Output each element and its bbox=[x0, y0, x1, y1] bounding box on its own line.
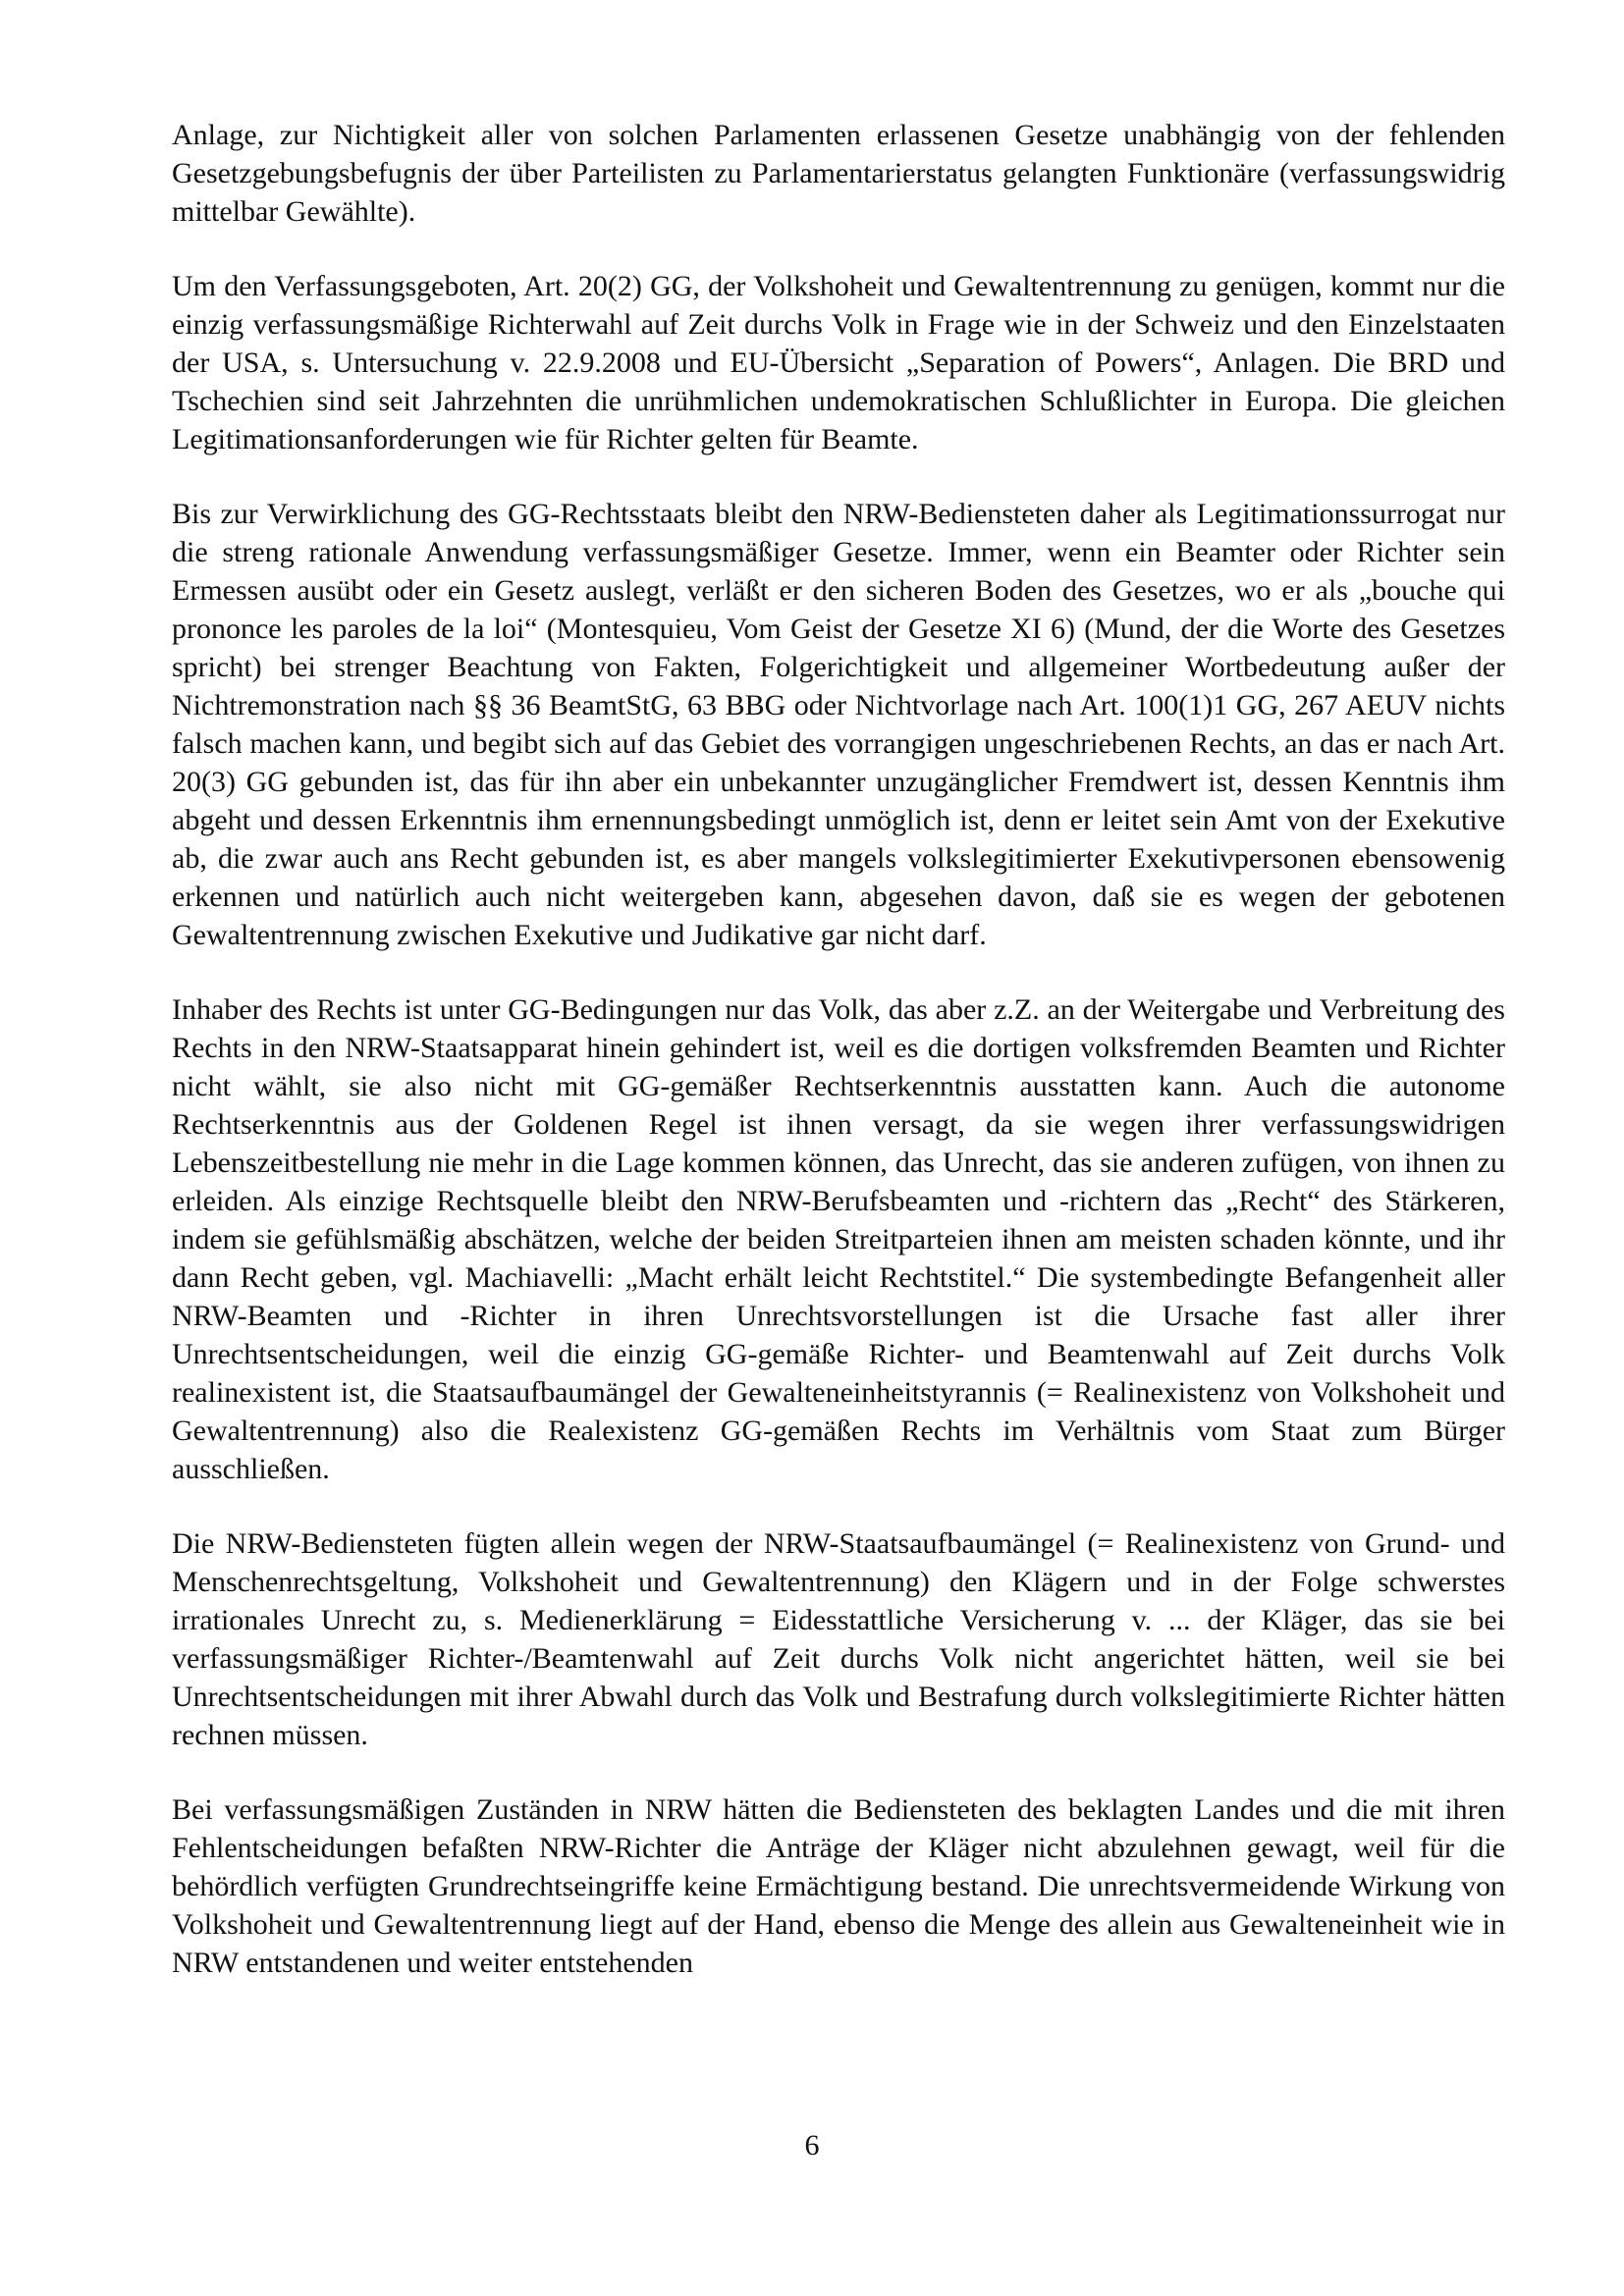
paragraph-5: Die NRW-Bediensteten fügten allein wegen der NRW-Staatsaufbaumängel (= Realinexistenz von Grund- und Menschenrechtsgeltung, Volkshoheit und Gewaltentrennung) den Klägern und in der Folge schwerstes irrationales Unrecht zu, s. Medienerklärung = Eidesstattliche Versicherung v. ... der Kläger, das sie bei verfassungsmäßiger Richter-/Beamtenwahl auf Zeit durchs Volk nicht angerichtet hätten, weil sie bei Unrechtsentscheidungen mit ihrer Abwahl durch das Volk und Bestrafung durch volkslegitimierte Richter hätten rechnen müssen. bbox=[172, 1527, 1505, 1751]
paragraph-2: Um den Verfassungsgeboten, Art. 20(2) GG, der Volkshoheit und Gewaltentrennung zu genügen, kommt nur die einzig verfassungsmäßige Richterwahl auf Zeit durchs Volk in Frage wie in der Schweiz und den Einzelstaaten der USA, s. Untersuchung v. 22.9.2008 und EU-Übersicht „Separation of Powers“, Anlagen. Die BRD und Tschechien sind seit Jahrzehnten die unrühmlichen undemokratischen Schlußlichter in Europa. Die gleichen Legitimationsanforderungen wie für Richter gelten für Beamte. bbox=[172, 270, 1505, 455]
paragraph-3: Bis zur Verwirklichung des GG-Rechtsstaats bleibt den NRW-Bediensteten daher als Legitimationssurrogat nur die streng rationale Anwendung verfassungsmäßiger Gesetze. Immer, wenn ein Beamter oder Richter sein Ermessen ausübt oder ein Gesetz auslegt, verläßt er den sicheren Boden des Gesetzes, wo er als „bouche qui prononce les paroles de la loi“ (Montesquieu, Vom Geist der Gesetze XI 6) (Mund, der die Worte des Gesetzes spricht) bei strenger Beachtung von Fakten, Folgerichtigkeit und allgemeiner Wortbedeutung außer der Nichtremonstration nach §§ 36 BeamtStG, 63 BBG oder Nichtvorlage nach Art. 100(1)1 GG, 267 AEUV nichts falsch machen kann, und begibt sich auf das Gebiet des vorrangigen ungeschriebenen Rechts, an das er nach Art. 20(3) GG gebunden ist, das für ihn aber ein unbekannter unzugänglicher Fremdwert ist, dessen Kenntnis ihm abgeht und dessen Erkenntnis ihm ernennungsbedingt unmöglich ist, denn er leitet sein Amt von der Exekutive ab, die zwar auch ans Recht gebunden ist, es aber mangels volkslegitimierter Exekutivpersonen ebensowenig erkennen und natürlich auch nicht weitergeben kann, abgesehen davon, daß sie es wegen der gebotenen Gewaltentrennung zwischen Exekutive und Judikative gar nicht darf. bbox=[172, 498, 1505, 951]
page-number: 6 bbox=[804, 2129, 820, 2162]
paragraph-4: Inhaber des Rechts ist unter GG-Bedingungen nur das Volk, das aber z.Z. an der Weitergabe und Verbreitung des Rechts in den NRW-Staatsapparat hinein gehindert ist, weil es die dortigen volksfremden Beamten und Richter nicht wählt, sie also nicht mit GG-gemäßer Rechtserkenntnis ausstatten kann. Auch die autonome Rechtserkenntnis aus der Goldenen Regel ist ihnen versagt, da sie wegen ihrer verfassungswidrigen Lebenszeitbestellung nie mehr in die Lage kommen können, das Unrecht, das sie anderen zufügen, von ihnen zu erleiden. Als einzige Rechtsquelle bleibt den NRW-Berufsbeamten und -richtern das „Recht“ des Stärkeren, indem sie gefühlsmäßig abschätzen, welche der beiden Streitparteien ihnen am meisten schaden könnte, und ihr dann Recht geben, vgl. Machiavelli: „Macht erhält leicht Rechtstitel.“ Die systembedingte Befangenheit aller NRW-Beamten und -Richter in ihren Unrechtsvorstellungen ist die Ursache fast aller ihrer Unrechtsentscheidungen, weil die einzig GG-gemäße Richter- und Beamtenwahl auf Zeit durchs Volk realinexistent ist, die Staatsaufbaumängel der Gewalteneinheitstyrannis (= Realinexistenz von Volkshoheit und Gewaltentrennung) also die Realexistenz GG-gemäßen Rechts im Verhältnis vom Staat zum Bürger ausschließen. bbox=[172, 993, 1505, 1485]
document-body bbox=[172, 116, 1505, 2018]
paragraph-6: Bei verfassungsmäßigen Zuständen in NRW hätten die Bediensteten des beklagten Landes und die mit ihren Fehlentscheidungen befaßten NRW-Richter die Anträge der Kläger nicht abzulehnen gewagt, weil für die behördlich verfügten Grundrechtseingriffe keine Ermächtigung bestand. Die unrechtsvermeidende Wirkung von Volkshoheit und Gewaltentrennung liegt auf der Hand, ebenso die Menge des allein aus Gewalteneinheit wie in NRW entstandenen und weiter entstehenden bbox=[172, 1793, 1505, 1979]
paragraph-1: Anlage, zur Nichtigkeit aller von solchen Parlamenten erlassenen Gesetze unabhängig von der fehlenden Gesetzgebungsbefugnis der über Parteilisten zu Parlamentarierstatus gelangten Funktionäre (verfassungswidrig mittelbar Gewählte). bbox=[172, 119, 1505, 228]
